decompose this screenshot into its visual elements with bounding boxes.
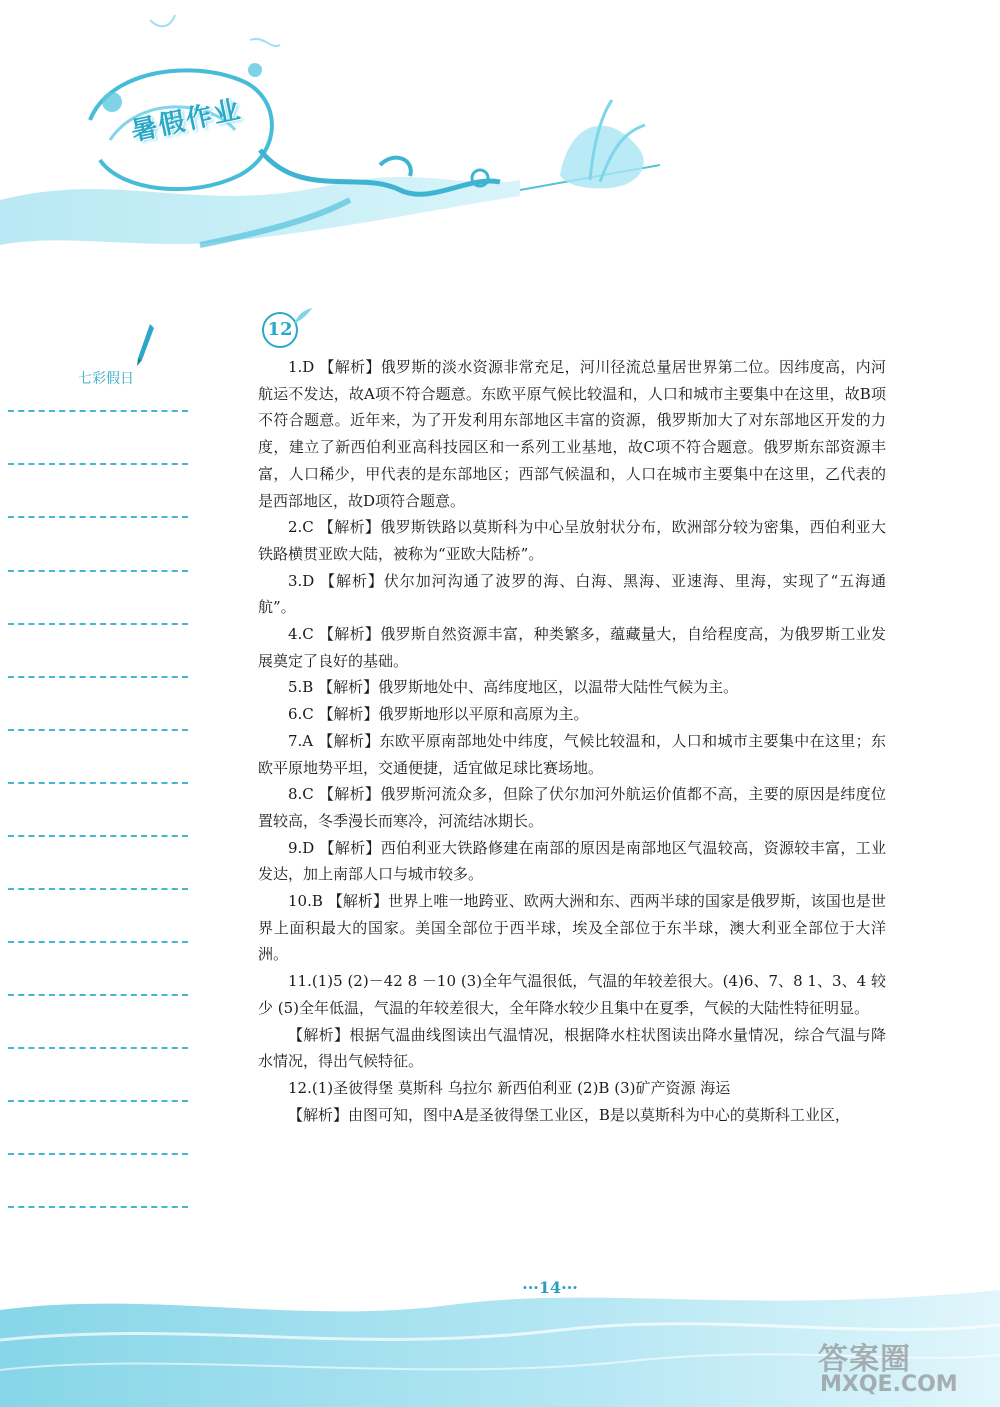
answer-paragraph: 5.B 【解析】俄罗斯地处中、高纬度地区，以温带大陆性气候为主。 — [288, 678, 739, 697]
answer-paragraph: 2.C 【解析】俄罗斯铁路以莫斯科为中心呈放射状分布，欧洲部分较为密集，西伯利亚大铁路横贯亚欧大陆，被称为“亚欧大陆桥”。 — [258, 518, 886, 563]
note-line — [8, 729, 188, 731]
note-line — [8, 941, 188, 943]
note-line — [8, 1153, 188, 1155]
answer-paragraph: 6.C 【解析】俄罗斯地形以平原和高原为主。 — [288, 705, 589, 724]
section-number: 12 — [262, 312, 298, 348]
answer-paragraph: 4.C 【解析】俄罗斯自然资源丰富，种类繁多，蕴藏量大，自给程度高，为俄罗斯工业发展奠定了良好的基础。 — [258, 625, 886, 670]
note-line — [8, 835, 188, 837]
note-line — [8, 410, 188, 412]
note-line — [8, 1100, 188, 1102]
answer-paragraph: 3.D 【解析】伏尔加河沟通了波罗的海、白海、黑海、亚速海、里海，实现了“五海通航”。 — [258, 571, 886, 617]
analysis-paragraph: 【解析】根据气温曲线图读出气温情况，根据降水柱状图读出降水量情况，综合气温与降水情况，得出气候特征。 — [258, 1025, 886, 1071]
note-line — [8, 676, 188, 678]
sidebar-label: 七彩假日 — [78, 371, 134, 387]
pen-icon — [134, 322, 156, 368]
page-number: ···14··· — [522, 1278, 578, 1297]
answer-paragraph: 8.C 【解析】俄罗斯河流众多，但除了伏尔加河外航运价值都不高，主要的原因是纬度位置较高，冬季漫长而寒冷，河流结冰期长。 — [258, 785, 886, 830]
note-line — [8, 570, 188, 572]
watermark-logo: 答案圈 — [818, 1342, 911, 1377]
answer-paragraph: 12.(1)圣彼得堡 莫斯科 乌拉尔 新西伯利亚 (2)B (3)矿产资源 海运 — [288, 1078, 731, 1097]
note-line — [8, 994, 188, 996]
answer-content — [258, 354, 886, 1128]
answer-paragraph: 10.B 【解析】世界上唯一地跨亚、欧两大洲和东、西两半球的国家是俄罗斯，该国也是世界上面积最大的国家。美国全部位于西半球，埃及全部位于东半球，澳大利亚全部位于大洋洲。 — [258, 892, 886, 964]
banner-title: 暑假作业 — [128, 94, 245, 148]
answer-paragraph: 7.A 【解析】东欧平原南部地处中纬度，气候比较温和，人口和城市主要集中在这里；东欧平原地势平坦，交通便捷，适宜做足球比赛场地。 — [258, 731, 886, 777]
note-line — [8, 516, 188, 518]
analysis-paragraph: 【解析】由图可知，图中A是圣彼得堡工业区，B是以莫斯科为中心的莫斯科工业区， — [288, 1105, 850, 1124]
answer-paragraph: 11.(1)5 (2)－42 8 －10 (3)全年气温很低，气温的年较差很大。(4)6、7、8 1、3、4 较少 (5)全年低温，气温的年较差很大，全年降水较少且集中在夏季，气候的大陆性特征明显。 — [258, 972, 886, 1017]
section-badge — [256, 306, 314, 350]
note-line — [8, 1206, 188, 1208]
note-line — [8, 888, 188, 890]
note-line — [8, 782, 188, 784]
answer-paragraph: 9.D 【解析】西伯利亚大铁路修建在南部的原因是南部地区气温较高，资源较丰富，工业发达，加上南部人口与城市较多。 — [258, 838, 886, 884]
note-line — [8, 623, 188, 625]
answer-paragraph: 1.D 【解析】俄罗斯的淡水资源非常充足，河川径流总量居世界第二位。因纬度高，内河航运不发达，故A项不符合题意。东欧平原气候比较温和，人口和城市主要集中在这里，故B项不符合题意。近年来，为了开发利用东部地区丰富的资源，俄罗斯加大了对东部地区开发的力度，建立了新西伯利亚高科技园区和一系列工业基地，故C项不符合题意。俄罗斯东部资源丰富，人口稀少，甲代表的是东部地区；西部气候温和，人口在城市主要集中在这里，乙代表的是西部地区，故D项符合题意。 — [258, 358, 886, 510]
note-line — [8, 1047, 188, 1049]
flower-icon — [292, 306, 314, 326]
watermark-url: MXQE.COM — [820, 1372, 958, 1397]
note-line — [8, 463, 188, 465]
